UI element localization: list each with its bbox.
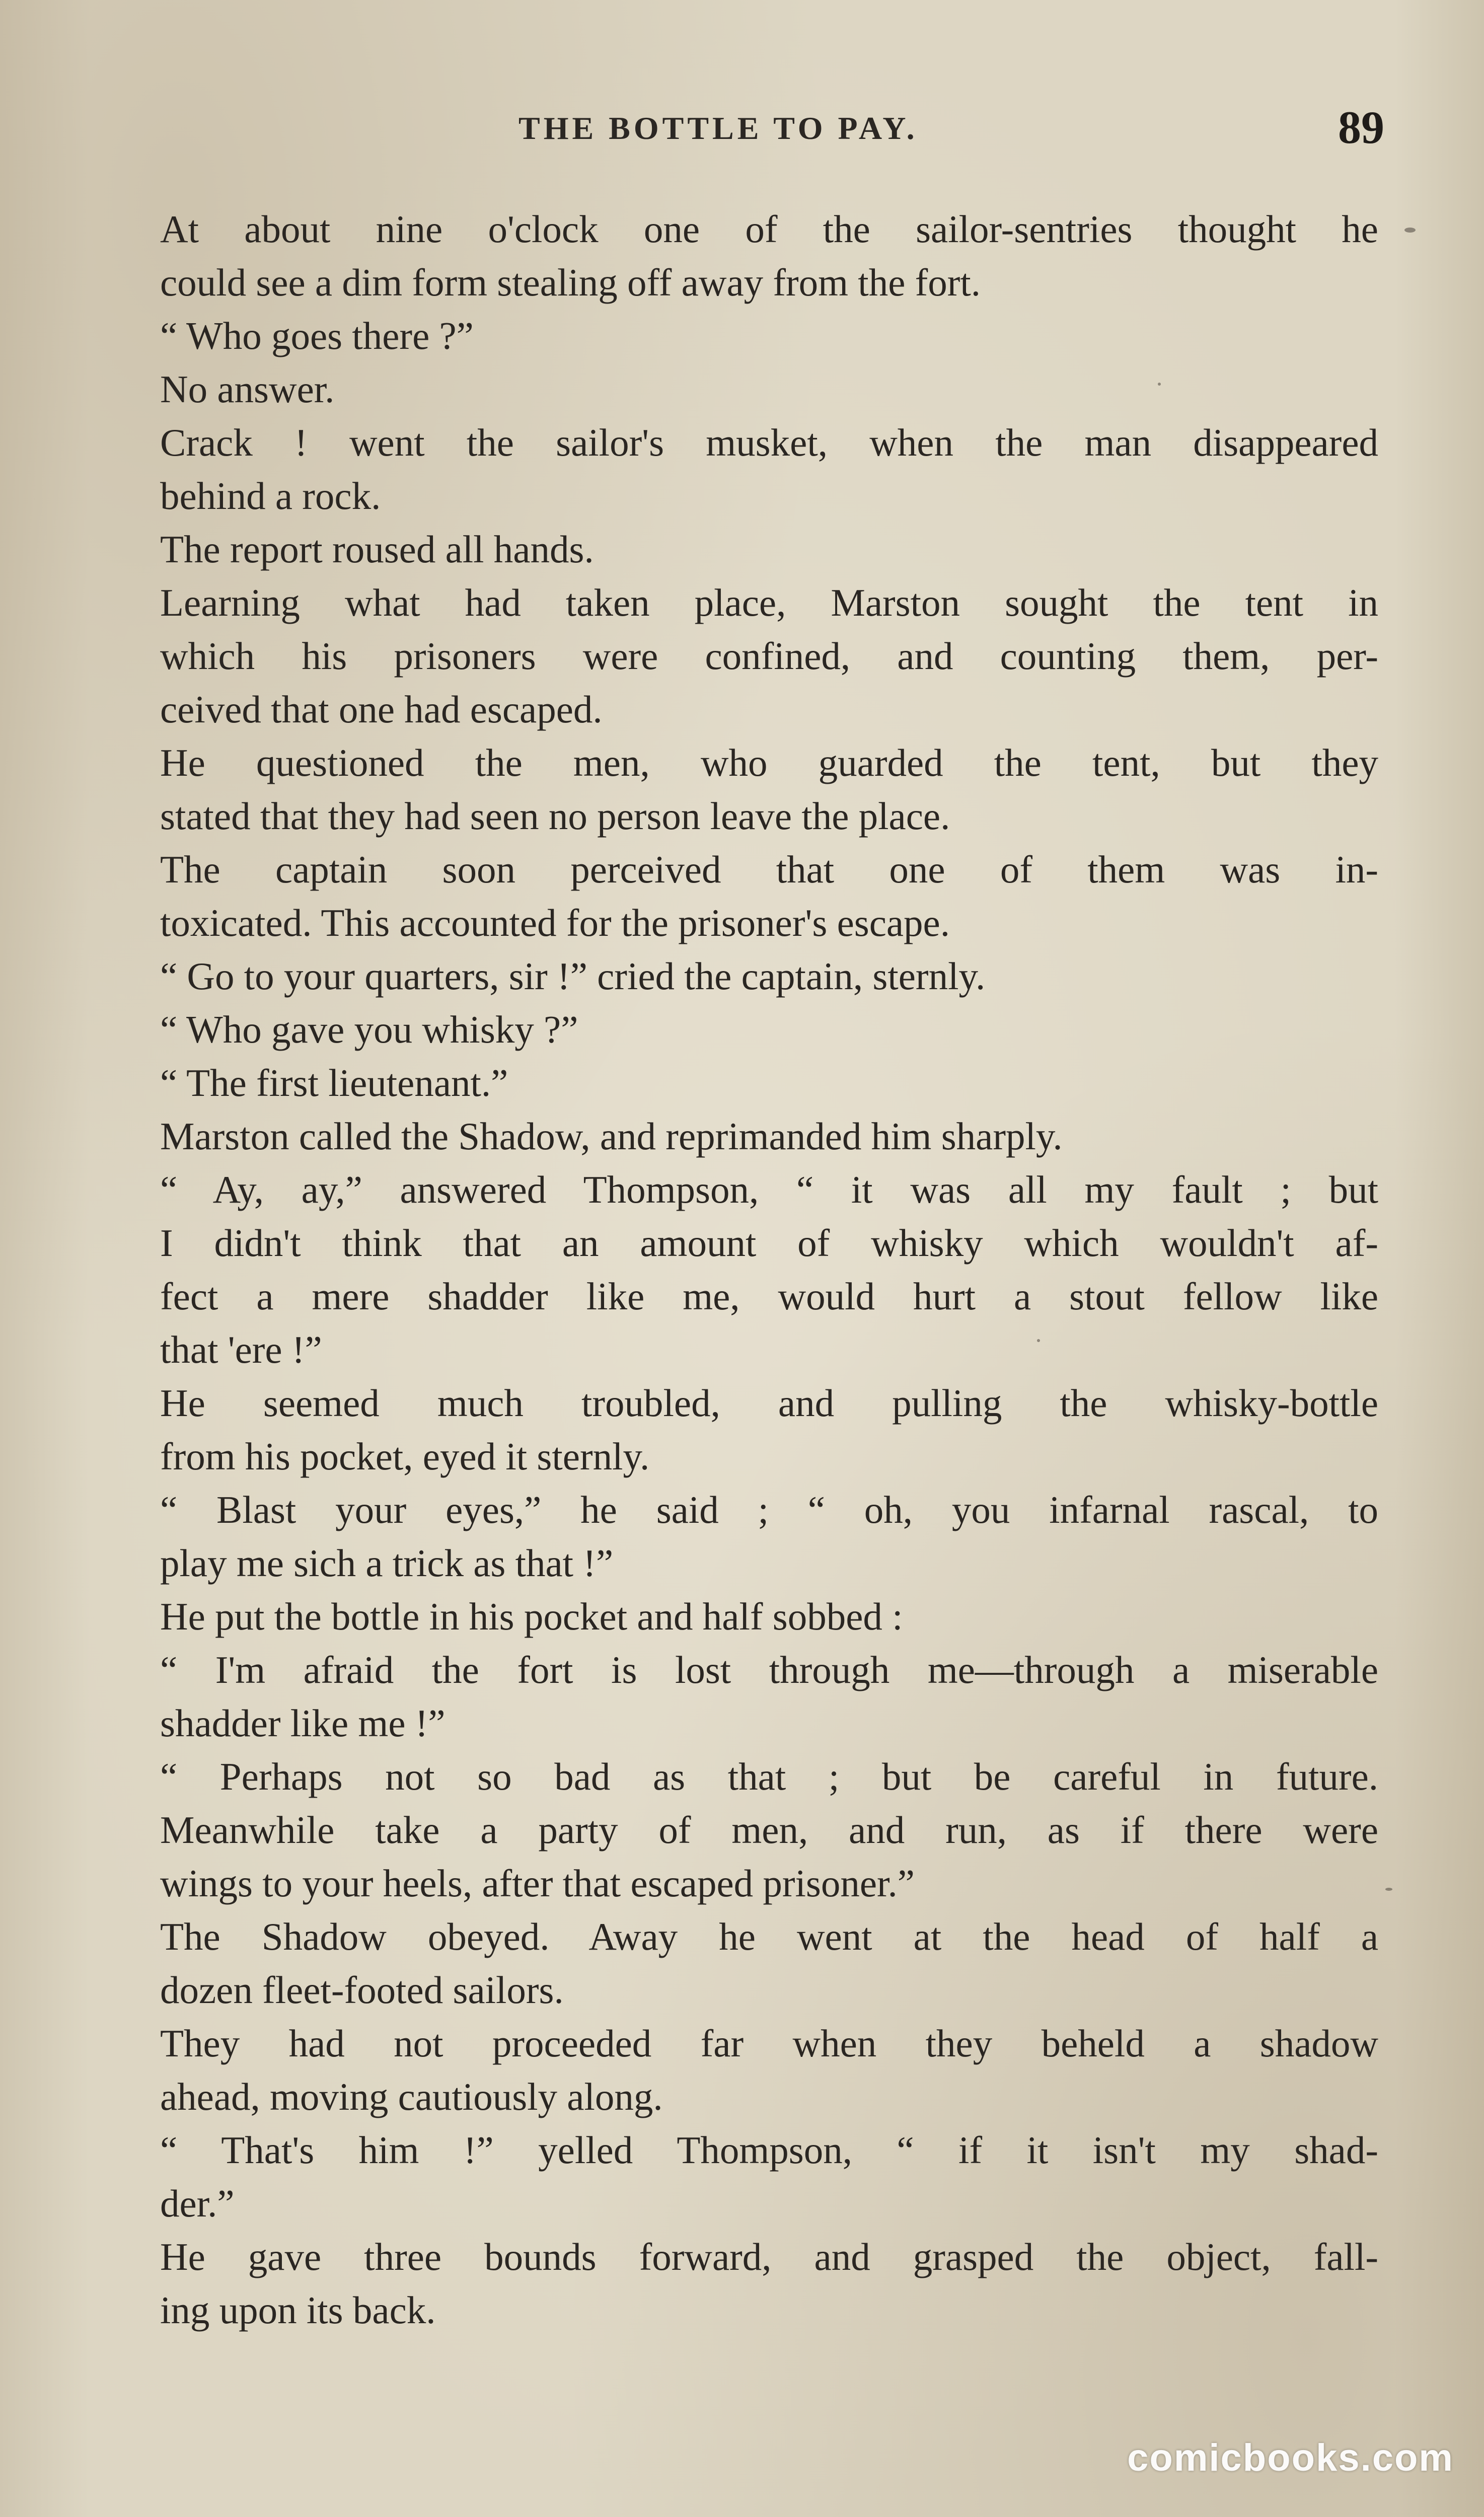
text-line: behind a rock.: [160, 474, 381, 517]
text-line: He put the bottle in his pocket and half sobbed :: [160, 1595, 903, 1638]
text-line: “ Ay, ay,” answered Thompson, “ it was all my fault ; but: [160, 1168, 1378, 1211]
text-line: could see a dim form stealing off away from the fort.: [160, 261, 981, 304]
text-line: that 'ere !”: [160, 1328, 322, 1371]
text-line: ing upon its back.: [160, 2288, 436, 2332]
text-line: der.”: [160, 2182, 235, 2225]
ink-speck: [1158, 383, 1161, 386]
text-line: ceived that one had escaped.: [160, 688, 603, 731]
text-line: from his pocket, eyed it sternly.: [160, 1435, 650, 1478]
text-line: No answer.: [160, 367, 335, 411]
watermark: comicbooks.com: [1127, 2436, 1454, 2479]
text-line: Learning what had taken place, Marston sought the tent in: [160, 581, 1378, 624]
text-line: “ I'm afraid the fort is lost through me—through a miserable: [160, 1648, 1378, 1691]
text-line: He seemed much troubled, and pulling the whisky-bottle: [160, 1381, 1378, 1425]
page-header: [161, 101, 1384, 156]
text-line: “ Who gave you whisky ?”: [160, 1008, 578, 1051]
ink-speck: [1385, 1888, 1392, 1891]
ink-speck: [1404, 228, 1416, 233]
text-line: The report roused all hands.: [160, 528, 594, 571]
text-line: They had not proceeded far when they beheld a shadow: [160, 2022, 1378, 2065]
text-line: which his prisoners were confined, and counting them, per-: [160, 634, 1378, 678]
text-line: Crack ! went the sailor's musket, when the man disappeared: [160, 421, 1378, 464]
text-line: fect a mere shadder like me, would hurt a stout fellow like: [160, 1275, 1378, 1318]
text-line: He gave three bounds forward, and grasped the object, fall-: [160, 2235, 1378, 2278]
page-number: 89: [1338, 102, 1384, 153]
text-line: stated that they had seen no person leave the place.: [160, 794, 950, 838]
text-line: play me sich a trick as that !”: [160, 1541, 614, 1585]
text-line: wings to your heels, after that escaped prisoner.”: [160, 1862, 915, 1905]
text-line: Meanwhile take a party of men, and run, as if there were: [160, 1808, 1378, 1852]
text-line: At about nine o'clock one of the sailor-sentries thought he: [160, 207, 1378, 251]
body-text: [160, 202, 1378, 2337]
text-line: toxicated. This accounted for the prisoner's escape.: [160, 901, 950, 944]
text-line: “ Go to your quarters, sir !” cried the captain, sternly.: [160, 954, 986, 998]
text-line: “ Who goes there ?”: [160, 314, 474, 357]
ink-speck: [1037, 1339, 1040, 1342]
text-line: “ Blast your eyes,” he said ; “ oh, you infarnal rascal, to: [160, 1488, 1378, 1531]
text-line: dozen fleet-footed sailors.: [160, 1968, 564, 2012]
text-line: I didn't think that an amount of whisky which wouldn't af-: [160, 1221, 1378, 1265]
text-line: “ The first lieutenant.”: [160, 1061, 508, 1104]
text-line: “ That's him !” yelled Thompson, “ if it isn't my shad-: [160, 2128, 1378, 2172]
running-head: THE BOTTLE TO PAY.: [518, 110, 918, 146]
text-line: He questioned the men, who guarded the tent, but they: [160, 741, 1378, 784]
text-line: “ Perhaps not so bad as that ; but be careful in future.: [160, 1755, 1378, 1798]
text-line: The captain soon perceived that one of them was in-: [160, 848, 1378, 891]
text-line: Marston called the Shadow, and reprimanded him sharply.: [160, 1115, 1063, 1158]
text-line: ahead, moving cautiously along.: [160, 2075, 663, 2118]
text-line: The Shadow obeyed. Away he went at the head of half a: [160, 1915, 1378, 1958]
text-line: shadder like me !”: [160, 1701, 446, 1745]
